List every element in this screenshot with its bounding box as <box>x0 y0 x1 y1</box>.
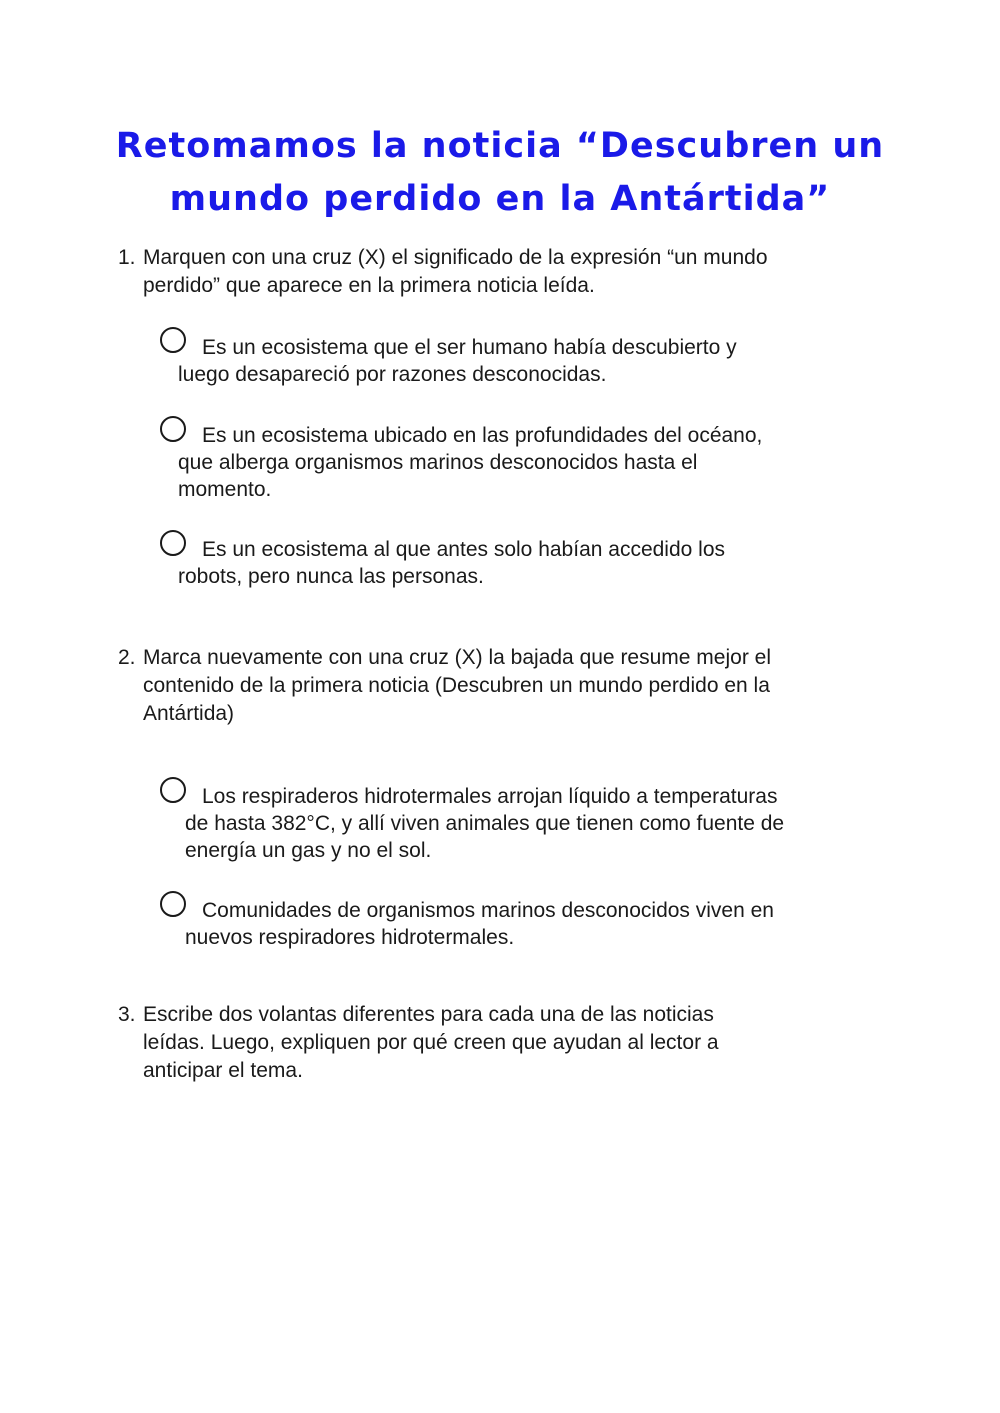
question-number: 1. <box>118 246 136 269</box>
option-text-2a <box>185 783 784 864</box>
option-line: robots, pero nunca las personas. <box>178 565 484 588</box>
option-text-1a <box>178 334 737 388</box>
option-line: Es un ecosistema al que antes solo habían accedido los <box>202 538 726 561</box>
option-line: nuevos respiradores hidrotermales. <box>185 926 515 949</box>
question-text-line: Marca nuevamente con una cruz (X) la bajada que resume mejor el <box>143 646 771 669</box>
question-text-line: Marquen con una cruz (X) el significado de la expresión “un mundo <box>143 246 768 269</box>
question-number: 3. <box>118 1003 136 1026</box>
question-text <box>143 644 863 728</box>
question-text-line: leídas. Luego, expliquen por qué creen que ayudan al lector a <box>143 1031 719 1054</box>
option-radio-2a[interactable] <box>160 777 186 803</box>
question-text-line: Escribe dos volantas diferentes para cada una de las noticias <box>143 1003 714 1026</box>
option-line: momento. <box>178 478 272 501</box>
option-text-1c <box>178 536 725 590</box>
title-line-2: mundo perdido en la Antártida” <box>169 179 831 219</box>
question-number: 2. <box>118 646 136 669</box>
question-text-line: perdido” que aparece en la primera noticia leída. <box>143 274 595 297</box>
option-line: energía un gas y no el sol. <box>185 839 432 862</box>
option-line: Es un ecosistema ubicado en las profundidades del océano, <box>202 424 763 447</box>
question-text <box>143 244 863 300</box>
option-text-2b <box>185 897 774 951</box>
option-line: Comunidades de organismos marinos desconocidos viven en <box>202 899 774 922</box>
option-line: Los respiraderos hidrotermales arrojan líquido a temperaturas <box>202 785 778 808</box>
option-line: luego desapareció por razones desconocidas. <box>178 363 607 386</box>
option-text-1b <box>178 422 762 503</box>
title-line-1: Retomamos la noticia “Descubren un <box>115 126 885 166</box>
option-line: de hasta 382°C, y allí viven animales que tienen como fuente de <box>185 812 785 835</box>
worksheet-title <box>100 120 900 226</box>
question-text-line: Antártida) <box>143 702 235 725</box>
question-text-line: contenido de la primera noticia (Descubren un mundo perdido en la <box>143 674 770 697</box>
question-text <box>143 1001 863 1085</box>
option-line: que alberga organismos marinos desconocidos hasta el <box>178 451 698 474</box>
option-radio-2b[interactable] <box>160 891 186 917</box>
option-line: Es un ecosistema que el ser humano había descubierto y <box>202 336 737 359</box>
question-text-line: anticipar el tema. <box>143 1059 303 1082</box>
